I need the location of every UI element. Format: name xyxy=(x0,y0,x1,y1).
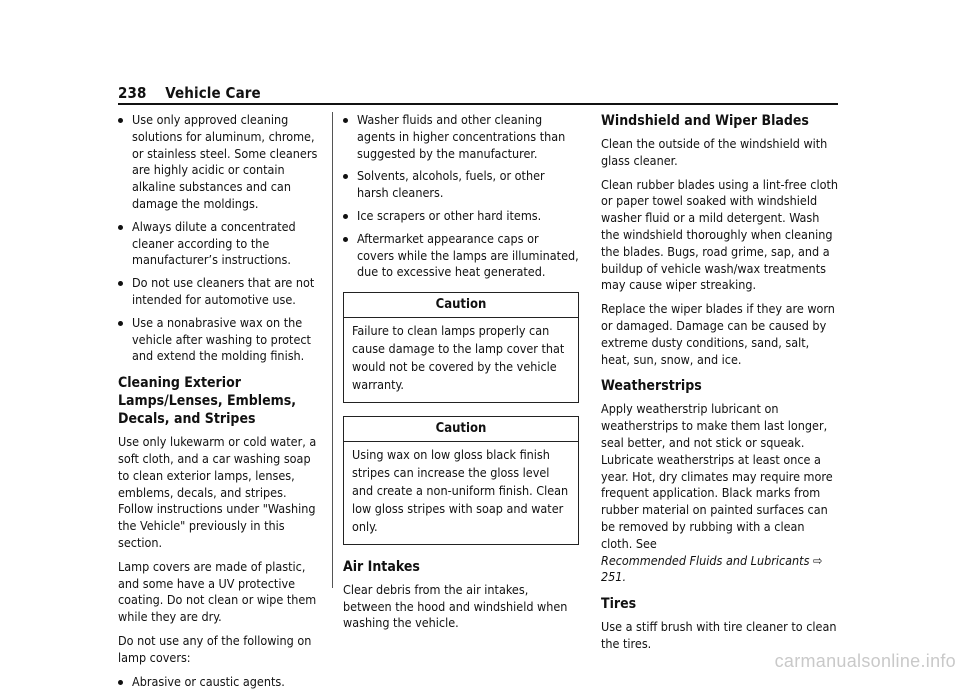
column-2 xyxy=(343,112,579,639)
caution-title: Caution xyxy=(344,293,578,318)
section-heading: Air Intakes xyxy=(343,558,420,575)
section-heading: Weatherstrips xyxy=(601,378,702,395)
list-item: Solvents, alcohols, fuels, or other harsh cleaners. xyxy=(343,168,579,202)
caution-box xyxy=(343,292,579,403)
section-title: Vehicle Care xyxy=(165,84,261,102)
bullet-icon xyxy=(118,281,123,286)
list-item: Ice scrapers or other hard items. xyxy=(343,208,579,225)
caution-box xyxy=(343,416,579,545)
list-item: Abrasive or caustic agents. xyxy=(118,674,322,691)
list-item: Use a nonabrasive wax on the vehicle after washing to protect and extend the molding finish. xyxy=(118,315,322,365)
arrow-right-icon: ⇨ xyxy=(813,552,823,568)
section-heading: Tires xyxy=(601,596,637,613)
list-item: Always dilute a concentrated cleaner according to the manufacturer’s instructions. xyxy=(118,219,322,269)
paragraph: Clean the outside of the windshield with glass cleaner. xyxy=(601,136,828,168)
column-3 xyxy=(601,112,838,660)
paragraph: Use only lukewarm or cold water, a soft cloth, and a car washing soap to clean exterior lamps, lenses, emblems, decals, and stripes. Follow instructions under "Washing the Vehicle" previously in this section. xyxy=(118,434,317,550)
paragraph: Use a stiff brush with tire cleaner to clean the tires. xyxy=(601,619,837,651)
list-item: Washer fluids and other cleaning agents in higher concentrations than suggested by the manufacturer. xyxy=(343,112,579,162)
caution-body: Using wax on low gloss black finish stripes can increase the gloss level and create a non-uniform finish. Clean low gloss stripes with soap and water only. xyxy=(352,446,569,534)
bullet-icon xyxy=(118,225,123,230)
paragraph: Lamp covers are made of plastic, and some have a UV protective coating. Do not clean or wipe them while they are dry. xyxy=(118,558,317,625)
column-1 xyxy=(118,112,322,696)
paragraph: Do not use any of the following on lamp covers: xyxy=(118,632,312,665)
bullet-icon xyxy=(343,214,348,219)
bullet-icon xyxy=(343,174,348,179)
paragraph: Apply weatherstrip lubricant on weatherstrips to make them last longer, seal better, and not stick or squeak. Lubricate weatherstrips at least once a year. Hot, dry climates may require more frequent application. Black marks from rubber material on painted surfaces can be removed by rubbing with a clean cloth. See Recommended Fluids and Lubricants ⇨ 251. xyxy=(601,401,833,585)
cross-reference-link[interactable]: Recommended Fluids and Lubricants xyxy=(601,552,810,568)
list-item: Use only approved cleaning solutions for aluminum, chrome, or stainless steel. Some cleaners are highly acidic or contain alkaline substances and can damage the moldings. xyxy=(118,112,322,213)
bullet-icon xyxy=(118,680,123,685)
bullet-icon xyxy=(343,237,348,242)
bullet-list xyxy=(343,112,579,281)
bullet-icon xyxy=(118,321,123,326)
reference-page: 251. xyxy=(601,569,627,585)
header-rule xyxy=(118,103,838,105)
column-divider xyxy=(332,112,333,588)
bullet-icon xyxy=(343,118,348,123)
list-item: Do not use cleaners that are not intended for automotive use. xyxy=(118,275,322,309)
paragraph: Replace the wiper blades if they are worn or damaged. Damage can be caused by extreme dusty conditions, sand, salt, heat, sun, snow, and ice. xyxy=(601,301,835,367)
watermark: carmanualsonline.info xyxy=(774,651,956,671)
list-item: Aftermarket appearance caps or covers while the lamps are illuminated, due to excessive heat generated. xyxy=(343,231,579,281)
paragraph: Clear debris from the air intakes, between the hood and windshield when washing the vehicle. xyxy=(343,581,568,631)
page-number: 238 xyxy=(118,84,147,102)
caution-body: Failure to clean lamps properly can cause damage to the lamp cover that would not be covered by the vehicle warranty. xyxy=(352,322,565,392)
bullet-icon xyxy=(118,118,123,123)
section-heading: Cleaning Exterior Lamps/Lenses, Emblems, Decals, and Stripes xyxy=(118,375,297,428)
bullet-list xyxy=(118,112,322,365)
bullet-list xyxy=(118,674,322,691)
page-header xyxy=(118,84,261,102)
caution-title: Caution xyxy=(344,417,578,442)
section-heading: Windshield and Wiper Blades xyxy=(601,113,809,129)
paragraph: Clean rubber blades using a lint-free cloth or paper towel soaked with windshield washer fluid or a mild detergent. Wash the windshield thoroughly when cleaning the blades. Bugs, road grime, sap, and a buildup of vehicle wash/wax treatments may cause wiper streaking. xyxy=(601,176,838,293)
